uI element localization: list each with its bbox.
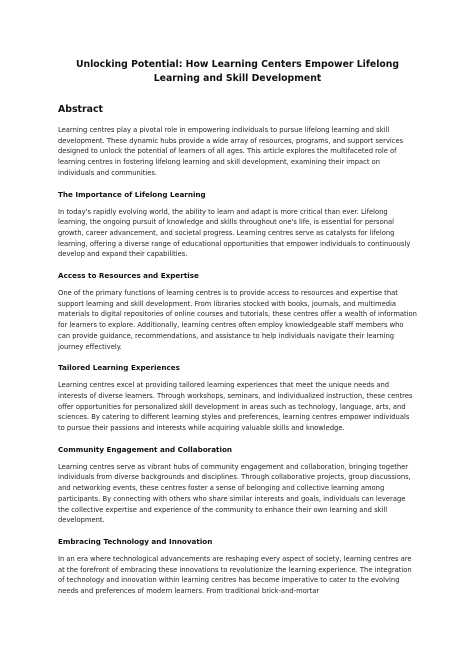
- section-paragraph: In today's rapidly evolving world, the ability to learn and adapt is more critical than ever. Lifelong learning, the ongoing pursuit of knowledge and skills throughout one's life, is essential for personal growth, career advancement, and societal progress. Learning centres serve as catalysts for lifelong learning, offering a diverse range of educational opportunities that empower individuals to continuously develop and expand their capabilities.: [58, 207, 411, 259]
- section-access-to-resources: [58, 271, 417, 352]
- document-title: Unlocking Potential: How Learning Centers Empower Lifelong Learning and Skill Development: [75, 59, 400, 84]
- section-tailored-learning: [58, 363, 417, 434]
- section-paragraph: In an era where technological advancements are reshaping every aspect of society, learning centres are at the forefront of embracing these innovations to revolutionize the learning experience. The integration of technology and innovation within learning centres has become imperative to cater to the evolving needs and preferences of modern learners. From traditional brick-and-mortar: [58, 554, 412, 596]
- section-heading: Embracing Technology and Innovation: [58, 536, 213, 546]
- section-community-engagement: [58, 445, 417, 526]
- section-heading: Tailored Learning Experiences: [58, 363, 180, 373]
- section-heading: Access to Resources and Expertise: [58, 271, 199, 281]
- section-paragraph: One of the primary functions of learning centres is to provide access to resources and expertise that support learning and skill development. From libraries stocked with books, journals, and multimedia materials to digital repositories of online courses and tutorials, these centres offer a wealth of information for learners to explore. Additionally, learning centres often employ knowledgeable staff members who can provide guidance, recommendations, and assistance to help individuals navigate their learning journey effectively.: [58, 289, 417, 351]
- abstract-paragraph: Learning centres play a pivotal role in empowering individuals to pursue lifelong learning and skill development. These dynamic hubs provide a wide array of resources, programs, and support services designed to unlock the potential of learners of all ages. This article explores the multifaceted role of learning centres in fostering lifelong learning and skill development, examining their impact on individuals and communities.: [58, 126, 404, 177]
- abstract-heading: Abstract: [58, 104, 104, 115]
- section-importance-of-lifelong-learning: [58, 190, 417, 261]
- section-paragraph: Learning centres excel at providing tailored learning experiences that meet the unique needs and interests of diverse learners. Through workshops, seminars, and individualized instruction, these centres offer opportunities for personalized skill development in areas such as technology, language, arts, and sciences. By catering to different learning styles and preferences, learning centres empower individuals to pursue their passions and interests while acquiring valuable skills and knowledge.: [58, 381, 413, 433]
- section-heading: The Importance of Lifelong Learning: [58, 189, 206, 199]
- section-paragraph: Learning centres serve as vibrant hubs of community engagement and collaboration, bringing together individuals from diverse backgrounds and disciplines. Through collaborative projects, group discussions, and networking events, these centres foster a sense of belonging and collective learning among participants. By connecting with others who share similar interests and goals, individuals can leverage the collective expertise and experience of the community to enhance their own learning and skill development.: [58, 462, 411, 525]
- section-technology-innovation: [58, 537, 417, 597]
- section-heading: Community Engagement and Collaboration: [58, 444, 233, 454]
